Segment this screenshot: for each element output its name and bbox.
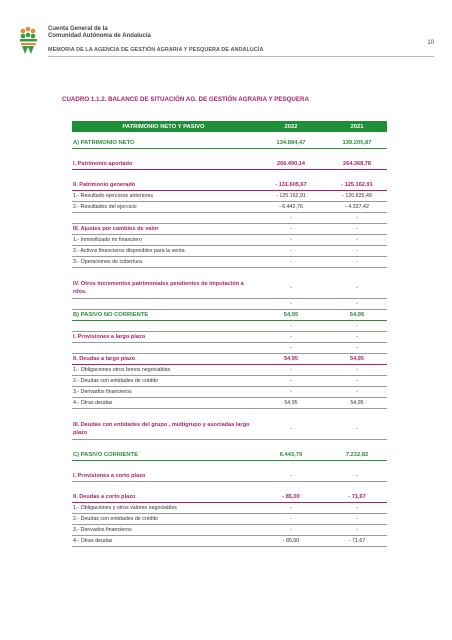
row-value-2021: 264.368,78 <box>327 159 387 170</box>
row-value-2022: 134.884,47 <box>255 138 327 149</box>
row-label: 2.- Activos financieros disponibles para la venta <box>72 246 255 257</box>
row-label: IV. Otros incrementos patrimoniales pendientes de imputación a rdos. <box>72 278 255 299</box>
table-row <box>72 536 387 547</box>
row-value-2021: - <box>327 503 387 514</box>
row-value-2021: - <box>327 213 387 224</box>
row-label: 2.- Resultados del ejercicio <box>72 202 255 213</box>
row-label: 1.- Resultado ejercicios anteriores <box>72 191 255 202</box>
table-row <box>72 354 387 365</box>
row-label: II. Patrimonio generado <box>72 180 255 191</box>
table-row <box>72 503 387 514</box>
row-label: II. Deudas a corto plazo <box>72 492 255 503</box>
table-row <box>72 398 387 409</box>
row-value-2021: - <box>327 376 387 387</box>
row-value-2021: - <box>327 321 387 332</box>
memoria-title: MEMORIA DE LA AGENCIA DE GESTIÓN AGRARIA Y PESQUERA DE ANDALUCÍA <box>48 47 264 53</box>
row-label: 1.- Inmovilizado no financiero <box>72 235 255 246</box>
table-row <box>72 180 387 191</box>
row-label: III. Ajustes por cambios de valor <box>72 224 255 235</box>
row-label <box>72 343 255 354</box>
row-value-2022: - <box>255 246 327 257</box>
row-value-2022: 54,95 <box>255 310 327 321</box>
table-row <box>72 492 387 503</box>
row-label: 1.- Obligaciones otros bonos negociables <box>72 365 255 376</box>
row-label: 4.- Otras deudas <box>72 398 255 409</box>
row-value-2022: - <box>255 257 327 268</box>
row-value-2021: - <box>327 343 387 354</box>
table-row <box>72 376 387 387</box>
row-label: II. Deudas a largo plazo <box>72 354 255 365</box>
table-row <box>72 224 387 235</box>
row-value-2021: - <box>327 365 387 376</box>
row-value-2021: 54,95 <box>327 310 387 321</box>
page-number: 10 <box>427 40 434 46</box>
row-label: 4.- Otras deudas <box>72 536 255 547</box>
row-value-2022: - <box>255 387 327 398</box>
row-label: I. Provisiones a corto plazo <box>72 471 255 482</box>
row-value-2022: - <box>255 376 327 387</box>
row-value-2022: - <box>255 365 327 376</box>
row-value-2021: 139.205,87 <box>327 138 387 149</box>
row-label <box>72 299 255 310</box>
header-label: PATRIMONIO NETO Y PASIVO <box>72 121 255 132</box>
row-value-2022: - 131.605,67 <box>255 180 327 191</box>
header-divider <box>48 56 434 57</box>
row-value-2021: - <box>327 419 387 440</box>
junta-logo-icon <box>18 26 42 56</box>
row-value-2021: - <box>327 278 387 299</box>
row-value-2022: - <box>255 514 327 525</box>
row-value-2021: - <box>327 471 387 482</box>
row-value-2022: - <box>255 278 327 299</box>
header-year-2021: 2021 <box>327 121 387 132</box>
row-value-2022: - <box>255 299 327 310</box>
balance-table <box>72 121 387 547</box>
table-row <box>72 419 387 440</box>
page-header <box>18 20 434 58</box>
table-row <box>72 365 387 376</box>
row-value-2022: 6.443,79 <box>255 450 327 461</box>
row-value-2022: - <box>255 419 327 440</box>
table-row <box>72 310 387 321</box>
row-label: I. Patrimonio aportado <box>72 159 255 170</box>
table-row <box>72 299 387 310</box>
row-label: III. Deudas con entidades del grupo , multigrupo y asociadas largo plazo <box>72 419 255 440</box>
org-name-line2: Comunidad Autónoma de Andalucía <box>48 33 151 39</box>
table-header-row <box>72 121 387 132</box>
row-value-2022: - <box>255 332 327 343</box>
row-value-2021: - <box>327 387 387 398</box>
row-value-2022: - <box>255 235 327 246</box>
row-value-2022: - <box>255 525 327 536</box>
row-value-2021: - 71,67 <box>327 536 387 547</box>
row-label: 3.- Derivados financieros <box>72 525 255 536</box>
row-label: 3.- Operaciones de cobertura <box>72 257 255 268</box>
row-value-2021: - 71,67 <box>327 492 387 503</box>
row-value-2022: - <box>255 471 327 482</box>
table-row <box>72 213 387 224</box>
row-label: 3.- Derivados financieros <box>72 387 255 398</box>
table-row <box>72 278 387 299</box>
table-row <box>72 235 387 246</box>
row-value-2021: - <box>327 514 387 525</box>
table-row <box>72 343 387 354</box>
row-value-2022: - <box>255 503 327 514</box>
row-value-2021: - <box>327 299 387 310</box>
row-value-2022: - <box>255 321 327 332</box>
row-label: I. Provisiones a largo plazo <box>72 332 255 343</box>
row-value-2022: 266.490,14 <box>255 159 327 170</box>
table-row <box>72 159 387 170</box>
table-row <box>72 191 387 202</box>
table-row <box>72 471 387 482</box>
row-value-2022: - 6.442,76 <box>255 202 327 213</box>
header-year-2022: 2022 <box>255 121 327 132</box>
row-value-2021: - <box>327 235 387 246</box>
table-row <box>72 202 387 213</box>
table-row <box>72 246 387 257</box>
row-value-2022: - 125.162,91 <box>255 191 327 202</box>
row-value-2021: - <box>327 224 387 235</box>
table-row <box>72 321 387 332</box>
row-label <box>72 321 255 332</box>
row-value-2022: 54,95 <box>255 398 327 409</box>
row-value-2021: - <box>327 332 387 343</box>
row-label <box>72 213 255 224</box>
row-value-2021: 54,95 <box>327 398 387 409</box>
row-label: C) PASIVO CORRIENTE <box>72 450 255 461</box>
row-value-2022: - 85,00 <box>255 536 327 547</box>
table-row <box>72 257 387 268</box>
row-value-2021: - <box>327 525 387 536</box>
row-value-2021: - <box>327 246 387 257</box>
row-value-2021: - 4.337,42 <box>327 202 387 213</box>
row-label: 2.- Deudas con entidades de crédito <box>72 376 255 387</box>
row-value-2021: - 120.825,49 <box>327 191 387 202</box>
table-row <box>72 387 387 398</box>
row-label: 2.- Deudas con entidades de crédito <box>72 514 255 525</box>
row-value-2021: 7.232,82 <box>327 450 387 461</box>
row-value-2022: - <box>255 343 327 354</box>
row-value-2022: - <box>255 213 327 224</box>
row-label: 1.- Obligaciones y otros valores negociables <box>72 503 255 514</box>
row-value-2022: - <box>255 224 327 235</box>
row-label: A) PATRIMONIO NETO <box>72 138 255 149</box>
table-row <box>72 450 387 461</box>
cuadro-title: CUADRO 1.1.2. BALANCE DE SITUACIÓN AG. DE GESTIÓN AGRARIA Y PESQUERA <box>62 96 309 103</box>
row-label: B) PASIVO NO CORRIENTE <box>72 310 255 321</box>
row-value-2022: 54,95 <box>255 354 327 365</box>
table-row <box>72 525 387 536</box>
row-value-2021: 54,95 <box>327 354 387 365</box>
table-row <box>72 138 387 149</box>
org-name-line1: Cuenta General de la <box>48 26 108 32</box>
row-value-2022: - 85,00 <box>255 492 327 503</box>
row-value-2021: - 125.162,91 <box>327 180 387 191</box>
table-row <box>72 514 387 525</box>
row-value-2021: - <box>327 257 387 268</box>
table-row <box>72 332 387 343</box>
